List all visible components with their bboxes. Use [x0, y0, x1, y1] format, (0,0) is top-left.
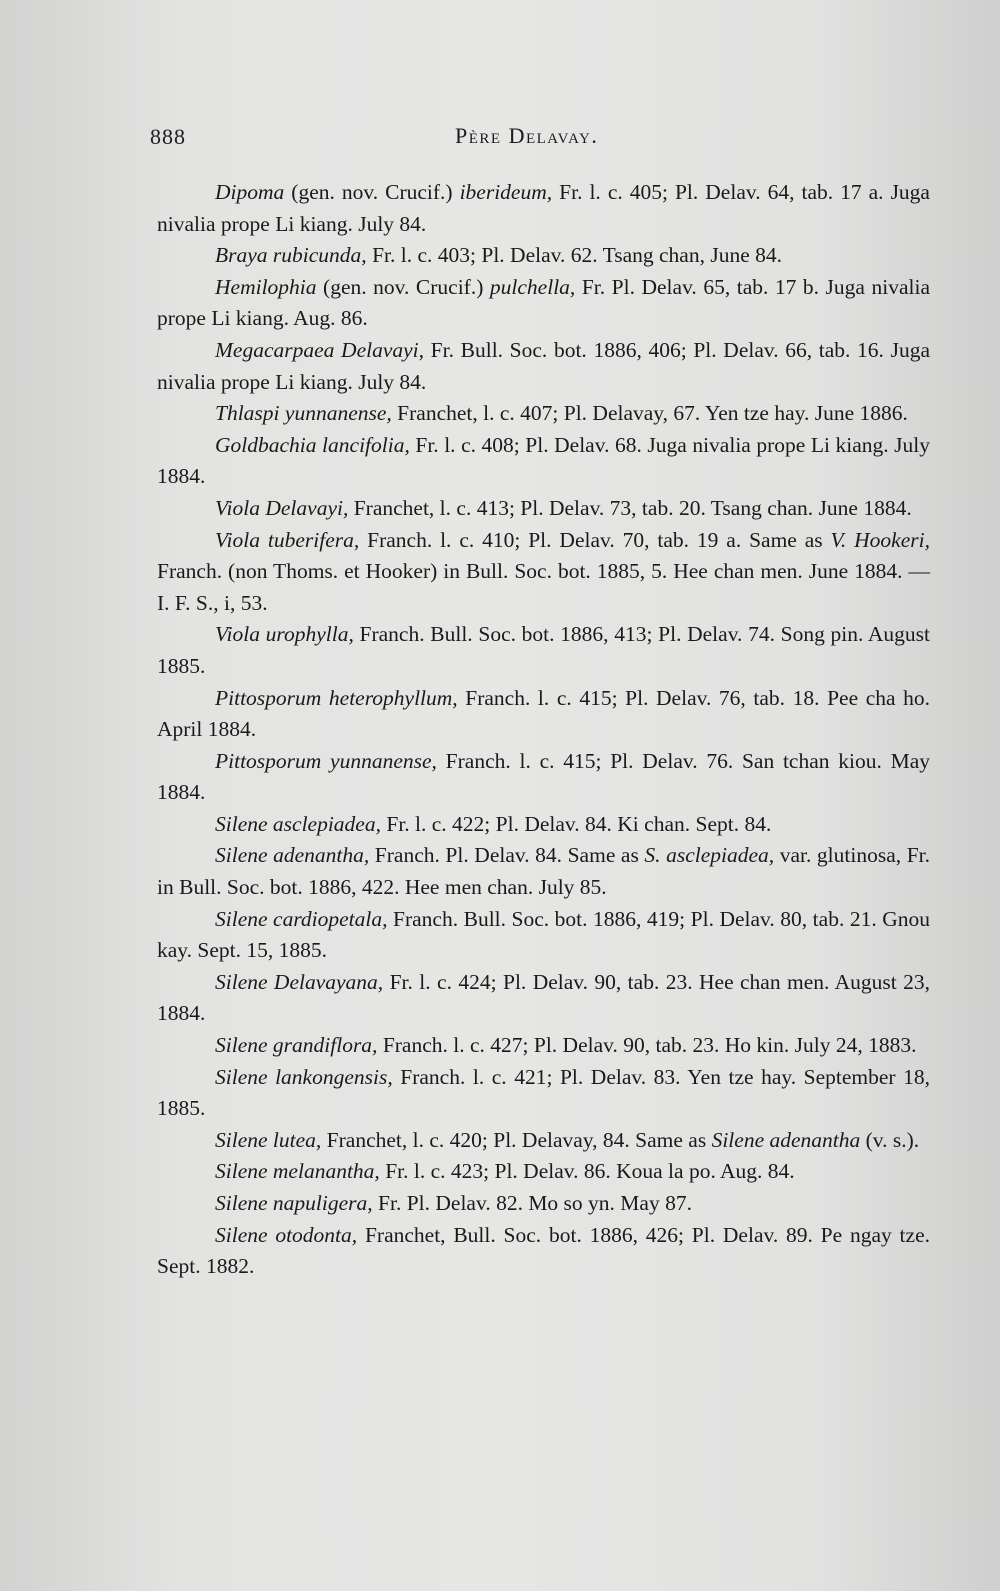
species-name-secondary: Silene adenantha [711, 1127, 861, 1152]
list-item [157, 1220, 930, 1283]
list-item [157, 809, 930, 841]
entry-text-secondary: Franch. (non Thoms. et Hooker) in Bull. Soc. bot. 1885, 5. Hee chan men. June 1884. — I. F. S., i, 53. [157, 559, 930, 615]
species-name-secondary: V. Hookeri, [830, 527, 930, 552]
entry-text: Fr. Pl. Delav. 82. Mo so yn. May 87. [372, 1191, 692, 1215]
entry-text: Franchet, l. c. 407; Pl. Delavay, 67. Yen tze hay. June 1886. [391, 401, 908, 426]
species-name: Pittosporum yunnanense, [215, 748, 437, 773]
species-name: Braya rubicunda, [215, 243, 367, 268]
page-header [150, 118, 930, 154]
entry-text: Fr. l. c. 423; Pl. Delav. 86. Koua la po. Aug. 84. [379, 1159, 795, 1184]
list-item [157, 430, 930, 493]
species-name: Viola Delavayi, [215, 495, 349, 520]
species-list [157, 177, 930, 1283]
species-name: Silene otodonta, [215, 1222, 358, 1247]
entry-text-secondary: var. glutinosa, Fr. in Bull. Soc. bot. 1886, 422. Hee men chan. July 85. [157, 843, 930, 900]
list-item [157, 493, 930, 525]
entry-text: Fr. l. c. 424; Pl. Delav. 90, tab. 23. Hee chan men. August 23, 1884. [157, 969, 930, 1026]
entry-text: Fr. l. c. 422; Pl. Delav. 84. Ki chan. Sept. 84. [380, 811, 772, 836]
species-name: Viola tuberifera, [215, 527, 360, 552]
species-name: Silene cardiopetala, [215, 906, 388, 931]
page-number: 888 [150, 124, 186, 149]
list-item [157, 967, 930, 1030]
entry-text-secondary: Fr. l. c. 405; Pl. Delav. 64, tab. 17 a. Juga nivalia prope Li kiang. July 84. [157, 180, 930, 236]
species-name-secondary: iberideum, [459, 180, 553, 204]
list-item [157, 619, 930, 682]
list-item [157, 335, 930, 398]
list-item [157, 904, 930, 967]
species-name: Dipoma [215, 180, 285, 204]
entry-text: (gen. nov. Crucif.) [284, 180, 460, 204]
list-item [157, 1156, 930, 1188]
entry-text: Fr. l. c. 403; Pl. Delav. 62. Tsang chan, June 84. [366, 243, 783, 268]
entry-text: (gen. nov. Crucif.) [316, 274, 490, 299]
list-item [157, 1062, 930, 1125]
entry-text: Franch. l. c. 427; Pl. Delav. 90, tab. 23. Ho kin. July 24, 1883. [377, 1033, 917, 1058]
species-name: Goldbachia lancifolia, [215, 432, 410, 457]
list-item [157, 840, 930, 903]
species-name: Viola urophylla, [215, 622, 354, 647]
list-item [157, 398, 930, 430]
entry-text-secondary: (v. s.). [860, 1127, 920, 1152]
list-item [157, 177, 930, 240]
entry-text: Franch. Bull. Soc. bot. 1886, 413; Pl. Delav. 74. Song pin. August 1885. [157, 622, 930, 678]
entry-text: Franch. Bull. Soc. bot. 1886, 419; Pl. Delav. 80, tab. 21. Gnou kay. Sept. 15, 1885. [157, 906, 930, 963]
species-name: Silene Delavayana, [215, 969, 384, 994]
species-name: Pittosporum heterophyllum, [215, 685, 458, 710]
species-name: Silene lutea, [215, 1127, 322, 1152]
species-name: Silene asclepiadea, [215, 811, 381, 836]
entry-text: Franchet, l. c. 413; Pl. Delav. 73, tab. 20. Tsang chan. June 1884. [348, 495, 912, 520]
entry-text: Franch. Pl. Delav. 84. Same as [369, 843, 645, 868]
species-name: Silene lankongensis, [215, 1064, 393, 1089]
species-name: Megacarpaea Delavayi, [215, 337, 425, 362]
entry-text: Fr. Bull. Soc. bot. 1886, 406; Pl. Delav. 66, tab. 16. Juga nivalia prope Li kiang. July 84. [157, 337, 930, 394]
entry-text: Franchet, l. c. 420; Pl. Delavay, 84. Same as [321, 1127, 712, 1152]
species-name-secondary: S. asclepiadea, [644, 843, 775, 868]
entry-text: Franch. l. c. 415; Pl. Delav. 76. San tchan kiou. May 1884. [157, 748, 930, 805]
species-name: Silene adenantha, [215, 843, 370, 868]
species-name: Silene grandiflora, [215, 1033, 378, 1058]
list-item [157, 1125, 930, 1157]
running-title: Père Delavay. [455, 123, 599, 148]
list-item [157, 272, 930, 335]
list-item [157, 1030, 930, 1062]
species-name: Silene napuligera, [215, 1191, 373, 1215]
entry-text: Fr. l. c. 408; Pl. Delav. 68. Juga nivalia prope Li kiang. July 1884. [157, 432, 930, 489]
list-item [157, 683, 930, 746]
entry-text: Franch. l. c. 415; Pl. Delav. 76, tab. 18. Pee cha ho. April 1884. [157, 685, 930, 742]
species-name: Silene melanantha, [215, 1159, 380, 1184]
list-item [157, 525, 930, 620]
species-name-secondary: pulchella, [489, 274, 576, 299]
list-item [157, 1188, 930, 1220]
entry-text: Franch. l. c. 410; Pl. Delav. 70, tab. 19 a. Same as [359, 527, 831, 552]
list-item [157, 240, 930, 272]
species-name: Hemilophia [215, 274, 317, 299]
list-item [157, 746, 930, 809]
entry-text-secondary: Fr. Pl. Delav. 65, tab. 17 b. Juga nivalia prope Li kiang. Aug. 86. [157, 274, 930, 331]
species-name: Thlaspi yunnanense, [215, 401, 392, 426]
entry-text: Franchet, Bull. Soc. bot. 1886, 426; Pl. Delav. 89. Pe ngay tze. Sept. 1882. [157, 1222, 930, 1279]
entry-text: Franch. l. c. 421; Pl. Delav. 83. Yen tze hay. September 18, 1885. [157, 1064, 930, 1121]
